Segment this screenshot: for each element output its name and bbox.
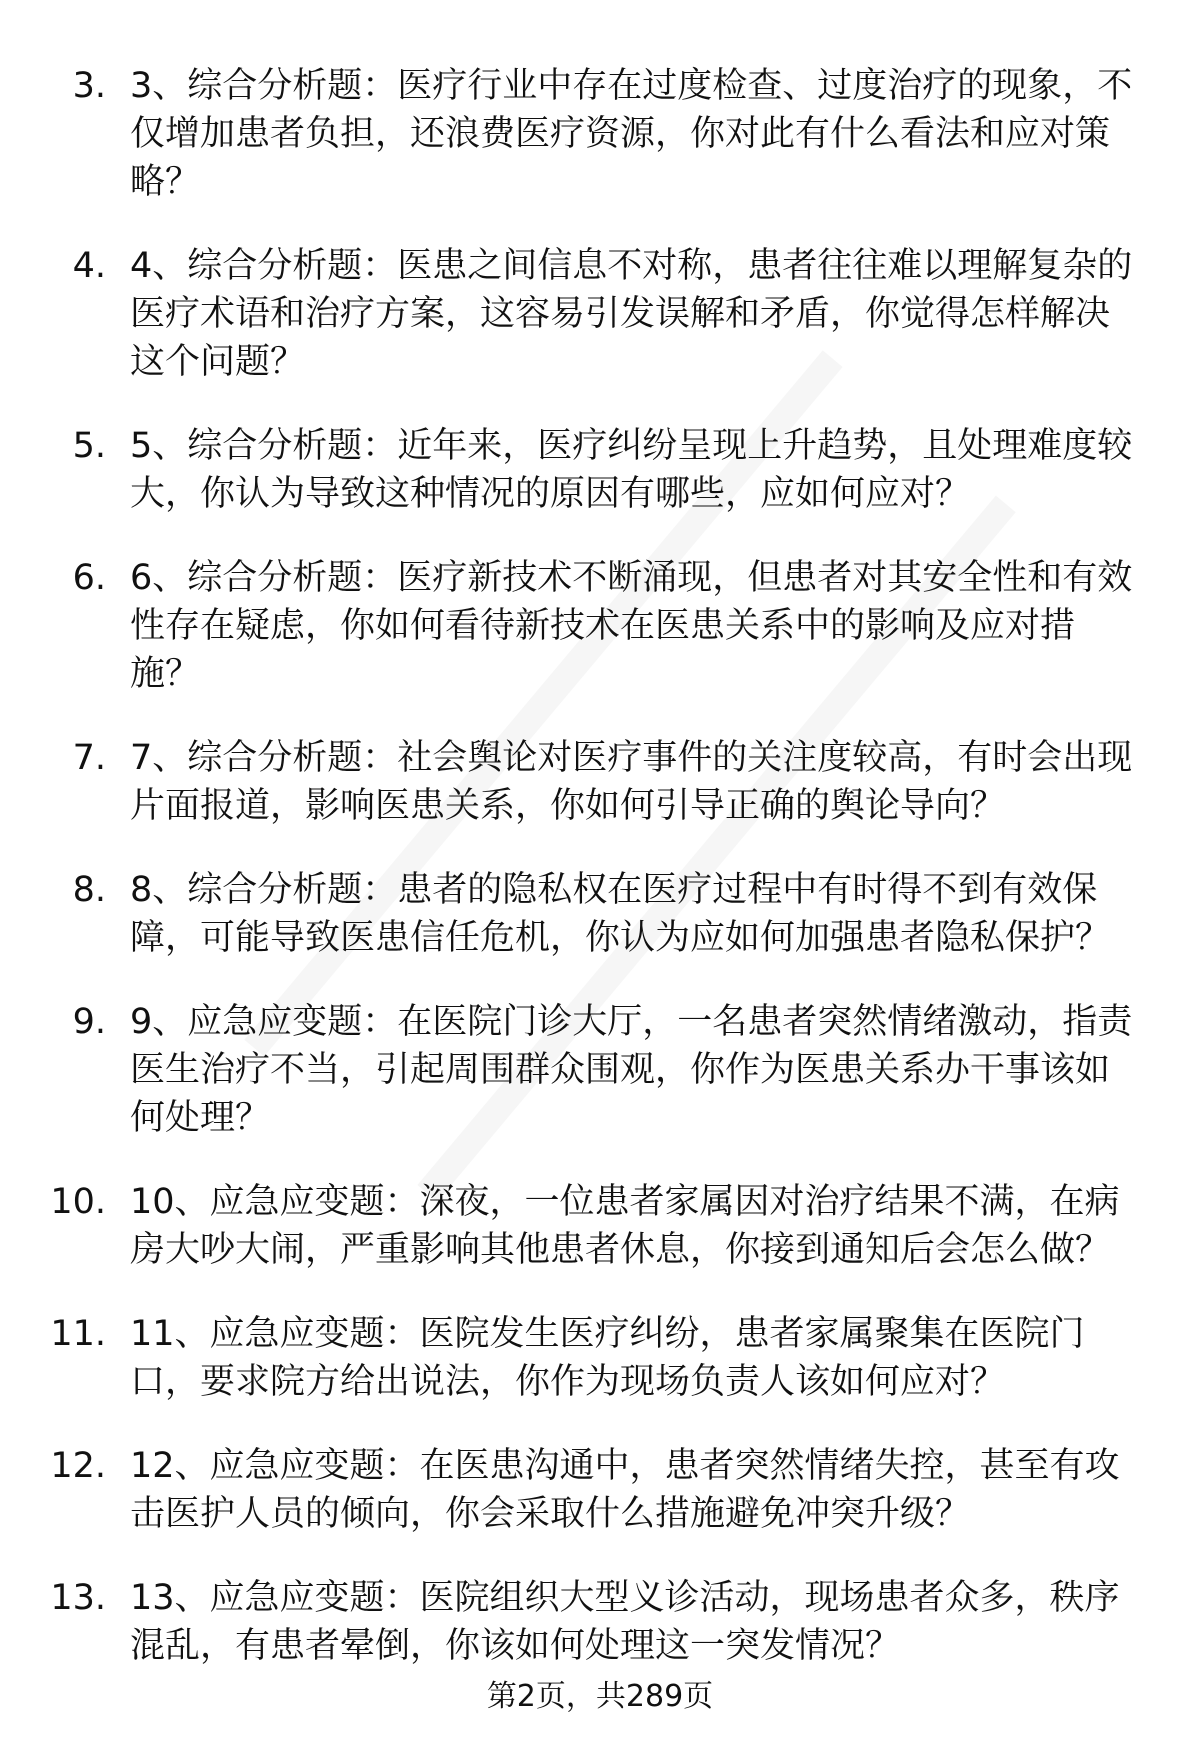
question-number: 8. — [72, 870, 106, 910]
question-text — [130, 1310, 1180, 1406]
question-text-line: 大，你认为导致这种情况的原因有哪些，应如何应对？ — [130, 474, 971, 514]
question-text-line: 7、综合分析题：社会舆论对医疗事件的关注度较高，有时会出现 — [130, 738, 1133, 778]
question-number: 6. — [72, 558, 106, 598]
question-text-line: 障，可能导致医患信任危机，你认为应如何加强患者隐私保护？ — [130, 918, 1111, 958]
question-text-line: 医生治疗不当，引起周围群众围观，你作为医患关系办干事该如 — [130, 1050, 1111, 1090]
question-text-line: 这个问题？ — [130, 342, 306, 382]
question-text — [130, 998, 1180, 1142]
question-text — [130, 62, 1180, 206]
question-item — [0, 242, 1200, 386]
question-item — [0, 1442, 1200, 1538]
question-text-line: 口，要求院方给出说法，你作为现场负责人该如何应对？ — [130, 1362, 1006, 1402]
question-text-line: 13、应急应变题：医院组织大型义诊活动，现场患者众多，秩序 — [130, 1578, 1120, 1618]
question-text — [130, 1574, 1180, 1670]
question-text-line: 医疗术语和治疗方案，这容易引发误解和矛盾，你觉得怎样解决 — [130, 294, 1111, 334]
question-number: 9. — [72, 1002, 106, 1042]
question-number: 13. — [50, 1578, 106, 1618]
question-text-line: 击医护人员的倾向，你会采取什么措施避免冲突升级？ — [130, 1494, 971, 1534]
question-item — [0, 998, 1200, 1142]
page-number: 第2页，共289页 — [486, 1679, 714, 1714]
question-text — [130, 866, 1180, 962]
question-text-line: 9、应急应变题：在医院门诊大厅，一名患者突然情绪激动，指责 — [130, 1002, 1133, 1042]
question-text-line: 3、综合分析题：医疗行业中存在过度检查、过度治疗的现象，不 — [130, 66, 1133, 106]
question-text-line: 6、综合分析题：医疗新技术不断涌现，但患者对其安全性和有效 — [130, 558, 1133, 598]
question-text-line: 何处理？ — [130, 1098, 271, 1138]
question-text — [130, 734, 1180, 830]
question-text-line: 11、应急应变题：医院发生医疗纠纷，患者家属聚集在医院门 — [130, 1314, 1085, 1354]
question-text-line: 10、应急应变题：深夜，一位患者家属因对治疗结果不满，在病 — [130, 1182, 1120, 1222]
question-text — [130, 1442, 1180, 1538]
question-text-line: 5、综合分析题：近年来，医疗纠纷呈现上升趋势，且处理难度较 — [130, 426, 1133, 466]
question-number: 7. — [72, 738, 106, 778]
question-number: 12. — [50, 1446, 106, 1486]
question-text-line: 性存在疑虑，你如何看待新技术在医患关系中的影响及应对措 — [130, 606, 1076, 646]
question-text-line: 略？ — [130, 162, 201, 202]
question-item — [0, 422, 1200, 518]
question-text-line: 施？ — [130, 654, 201, 694]
question-item — [0, 554, 1200, 698]
question-item — [0, 734, 1200, 830]
question-number: 3. — [72, 66, 106, 106]
question-text-line: 12、应急应变题：在医患沟通中，患者突然情绪失控，甚至有攻 — [130, 1446, 1120, 1486]
question-number: 5. — [72, 426, 106, 466]
question-number: 4. — [72, 246, 106, 286]
question-text-line: 混乱，有患者晕倒，你该如何处理这一突发情况？ — [130, 1626, 901, 1666]
question-item — [0, 1178, 1200, 1274]
question-text — [130, 554, 1180, 698]
question-text-line: 房大吵大闹，严重影响其他患者休息，你接到通知后会怎么做？ — [130, 1230, 1111, 1270]
question-item — [0, 1574, 1200, 1670]
question-item — [0, 866, 1200, 962]
question-text-line: 片面报道，影响医患关系，你如何引导正确的舆论导向？ — [130, 786, 1006, 826]
question-text-line: 8、综合分析题：患者的隐私权在医疗过程中有时得不到有效保 — [130, 870, 1098, 910]
question-item — [0, 1310, 1200, 1406]
question-text — [130, 422, 1180, 518]
question-text — [130, 242, 1180, 386]
question-text — [130, 1178, 1180, 1274]
question-item — [0, 62, 1200, 206]
question-number: 10. — [50, 1182, 106, 1222]
question-text-line: 4、综合分析题：医患之间信息不对称，患者往往难以理解复杂的 — [130, 246, 1133, 286]
question-number: 11. — [50, 1314, 106, 1354]
question-text-line: 仅增加患者负担，还浪费医疗资源，你对此有什么看法和应对策 — [130, 114, 1111, 154]
question-list — [0, 62, 1200, 1706]
